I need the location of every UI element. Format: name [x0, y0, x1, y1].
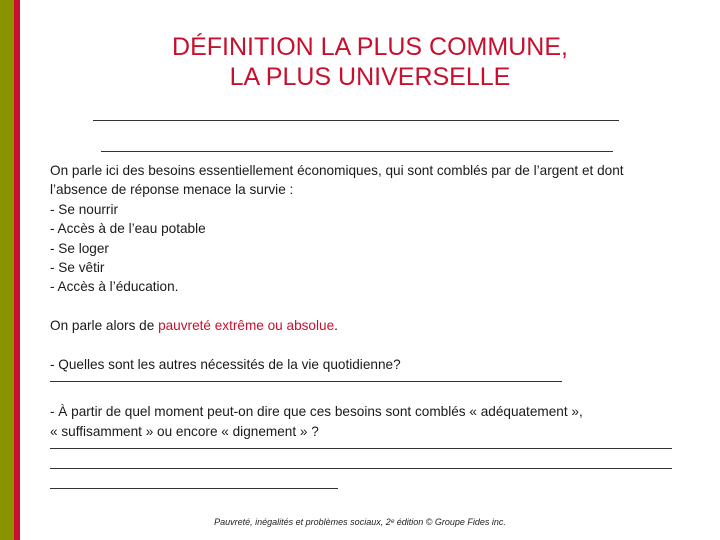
- need-item: - Accès à de l’eau potable: [50, 221, 206, 237]
- intro-line-2: l’absence de réponse menace la survie :: [50, 182, 294, 198]
- answer-line-2[interactable]: [50, 448, 672, 449]
- slide-title: [40, 32, 700, 92]
- answer-line-4[interactable]: [50, 488, 338, 489]
- conclusion-highlight: pauvreté extrême ou absolue: [158, 318, 335, 334]
- need-item: - Se loger: [50, 240, 109, 256]
- question-2-line-1: - À partir de quel moment peut-on dire que ces besoins sont comblés « adéquatement »,: [50, 404, 583, 420]
- left-red-bar: [14, 0, 20, 540]
- title-divider-1: [93, 120, 619, 121]
- title-divider-2: [101, 151, 613, 152]
- need-item: - Accès à l’éducation.: [50, 279, 179, 295]
- answer-line-3[interactable]: [50, 468, 672, 469]
- question-2-line-2: « suffisamment » ou encore « dignement » ?: [50, 423, 319, 439]
- title-line-2: LA PLUS UNIVERSELLE: [229, 63, 511, 91]
- conclusion-line: [50, 316, 690, 335]
- conclusion-prefix: On parle alors de: [50, 318, 159, 334]
- footer-credit: Pauvreté, inégalités et problèmes sociaux, 2ᵉ édition © Groupe Fides inc.: [214, 517, 506, 527]
- left-olive-bar: [0, 0, 14, 540]
- intro-line-1: On parle ici des besoins essentiellement économiques, qui sont comblés par de l’argent et dont: [50, 163, 624, 178]
- question-1: - Quelles sont les autres nécessités de la vie quotidienne?: [50, 357, 401, 373]
- conclusion-suffix: .: [334, 318, 338, 334]
- need-item: - Se vêtir: [50, 260, 105, 276]
- slide-body: [50, 161, 690, 489]
- need-item: - Se nourrir: [50, 201, 118, 217]
- answer-line-1[interactable]: [50, 381, 562, 382]
- title-line-1: DÉFINITION LA PLUS COMMUNE,: [172, 33, 568, 61]
